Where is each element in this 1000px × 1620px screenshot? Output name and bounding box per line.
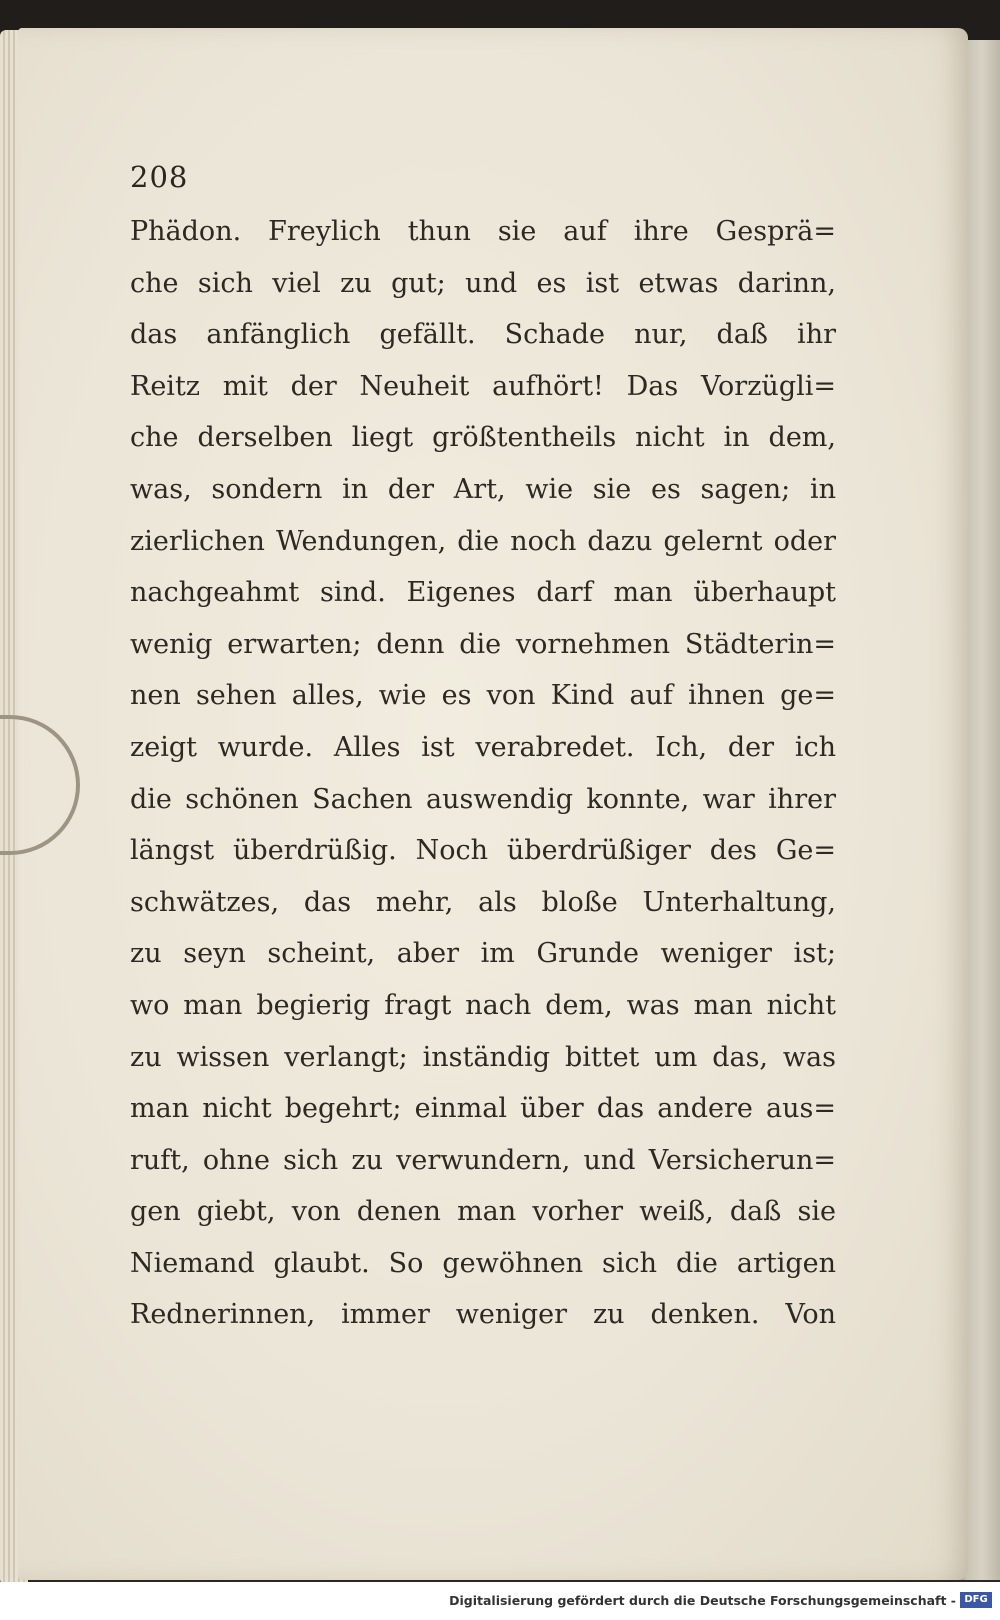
dfg-logo: DFG bbox=[960, 1592, 992, 1608]
text-line: längst überdrüßig. Noch überdrüßiger des Ge= bbox=[130, 835, 836, 867]
text-line: zu seyn scheint, aber im Grunde weniger ist; bbox=[130, 938, 836, 970]
text-line: zeigt wurde. Alles ist verabredet. Ich, der ich bbox=[130, 731, 836, 763]
text-line: man nicht begehrt; einmal über das andere aus= bbox=[130, 1093, 836, 1125]
page-body-text bbox=[130, 206, 836, 1341]
text-line: was, sondern in der Art, wie sie es sagen; in bbox=[130, 473, 836, 505]
text-line: zierlichen Wendungen, die noch dazu gelernt oder bbox=[130, 525, 836, 557]
text-line: gen giebt, von denen man vorher weiß, daß sie bbox=[130, 1196, 836, 1228]
text-line: Reitz mit der Neuheit aufhört! Das Vorzügli= bbox=[130, 370, 836, 402]
footer-credit: Digitalisierung gefördert durch die Deutsche Forschungsgemeinschaft - bbox=[449, 1593, 956, 1608]
text-line: nen sehen alles, wie es von Kind auf ihnen ge= bbox=[130, 680, 836, 712]
text-line: wenig erwarten; denn die vornehmen Städterin= bbox=[130, 628, 836, 660]
text-line: die schönen Sachen auswendig konnte, war ihrer bbox=[130, 783, 836, 815]
text-line: schwätzes, das mehr, als bloße Unterhaltung, bbox=[130, 886, 836, 918]
text-line: ruft, ohne sich zu verwundern, und Versicherun= bbox=[130, 1144, 836, 1176]
page-number: 208 bbox=[130, 160, 189, 194]
text-line: che derselben liegt größtentheils nicht in dem, bbox=[130, 422, 836, 454]
text-line: das anfänglich gefällt. Schade nur, daß ihr bbox=[130, 319, 836, 351]
text-line: nachgeahmt sind. Eigenes darf man überhaupt bbox=[130, 577, 836, 609]
digitization-footer bbox=[0, 1582, 1000, 1620]
text-line: Niemand glaubt. So gewöhnen sich die artigen bbox=[130, 1247, 836, 1279]
text-line: che sich viel zu gut; und es ist etwas darinn, bbox=[130, 267, 836, 299]
text-line: wo man begierig fragt nach dem, was man nicht bbox=[130, 989, 836, 1021]
text-line: Rednerinnen, immer weniger zu denken. Von bbox=[130, 1299, 836, 1331]
text-line: Phädon. Freylich thun sie auf ihre Gesprä= bbox=[130, 216, 836, 247]
text-line: zu wissen verlangt; inständig bittet um das, was bbox=[130, 1041, 836, 1073]
